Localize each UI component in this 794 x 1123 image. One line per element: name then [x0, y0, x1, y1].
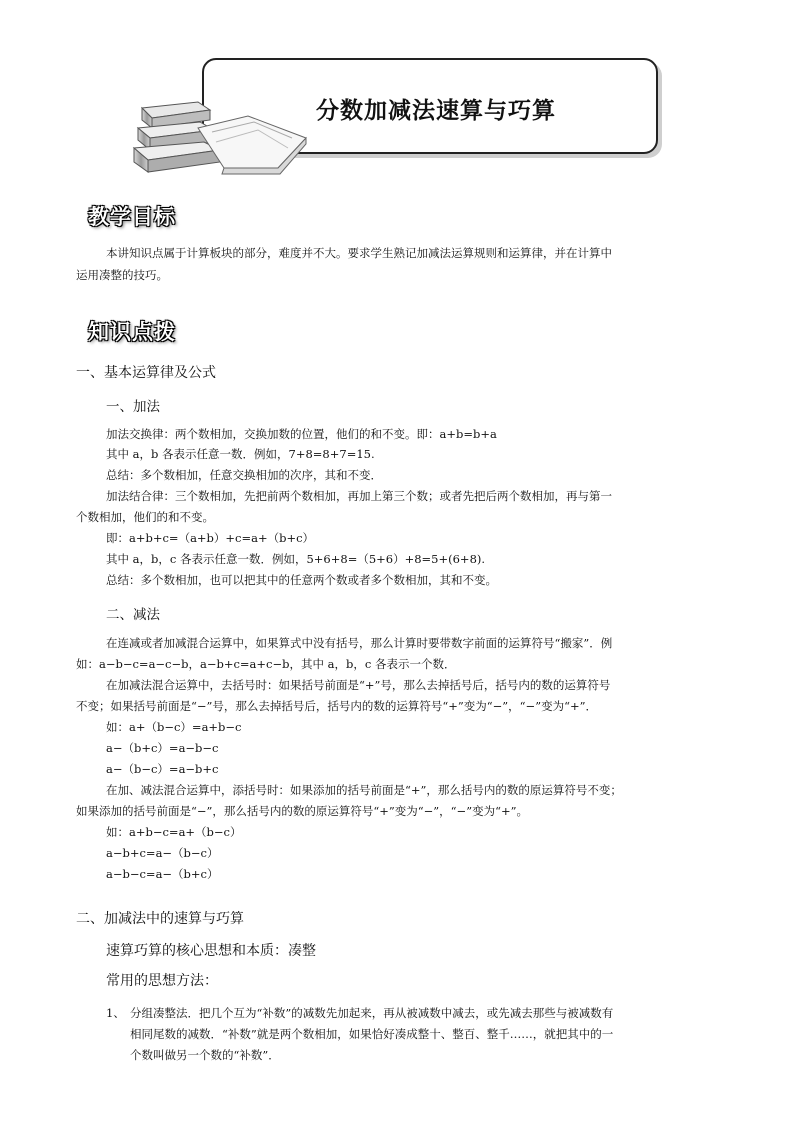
subtraction-line-3: 在加减法混合运算中，去括号时：如果括号前面是“+”号，那么去掉括号后，括号内的数的运算符号: [106, 678, 611, 692]
item-1-number: 1、: [106, 1006, 125, 1020]
addition-line-6: 即：a+b+c=（a+b）+c=a+（b+c）: [106, 531, 315, 545]
subtraction-line-6: a−（b+c）=a−b−c: [106, 741, 219, 755]
addition-line-1: 加法交换律：两个数相加，交换加数的位置，他们的和不变。即：a+b=b+a: [106, 427, 497, 441]
heading-addition: 一、加法: [106, 399, 160, 415]
subtraction-line-7: a−（b−c）=a−b+c: [106, 762, 219, 776]
heading-subtraction: 二、减法: [106, 607, 160, 623]
subtraction-line-12: a−b−c=a−（b+c）: [106, 867, 219, 881]
subtraction-line-5: 如：a+（b−c）=a+b−c: [106, 720, 242, 734]
core-idea: 速算巧算的核心思想和本质：凑整: [106, 943, 316, 959]
methods-label: 常用的思想方法：: [106, 973, 218, 989]
addition-line-7: 其中 a，b，c 各表示任意一数．例如，5+6+8=（5+6）+8=5+(6+8).: [106, 552, 486, 566]
addition-line-8: 总结：多个数相加，也可以把其中的任意两个数或者多个数相加，其和不变。: [106, 573, 497, 587]
heading-quick-calc: 二、加减法中的速算与巧算: [76, 911, 244, 927]
goal-text-line-2: 运用凑整的技巧。: [76, 268, 168, 282]
addition-line-5: 个数相加，他们的和不变。: [76, 510, 214, 524]
subtraction-line-1: 在连减或者加减混合运算中，如果算式中没有括号，那么计算时要带数字前面的运算符号“搬家”．例: [106, 636, 613, 650]
subtraction-line-2: 如：a−b−c=a−c−b，a−b+c=a+c−b，其中 a，b，c 各表示一个数．: [76, 657, 456, 671]
subtraction-line-10: 如：a+b−c=a+（b−c）: [106, 825, 242, 839]
section-badge-points: 知识点拨: [88, 320, 176, 344]
subtraction-line-4: 不变；如果括号前面是“−”号，那么去掉括号后，括号内的数的运算符号“+”变为“−”，“−”变为“+”．: [76, 699, 597, 713]
addition-line-4: 加法结合律：三个数相加，先把前两个数相加，再加上第三个数；或者先把后两个数相加，再与第一: [106, 489, 612, 503]
page-title: 分数加减法速算与巧算: [316, 98, 556, 124]
subtraction-line-11: a−b+c=a−（b−c）: [106, 846, 219, 860]
section-badge-goal: 教学目标: [88, 205, 176, 229]
goal-text-line-1: 本讲知识点属于计算板块的部分，难度并不大。要求学生熟记加减法运算规则和运算律，并在计算中: [106, 246, 612, 260]
addition-line-2: 其中 a，b 各表示任意一数．例如，7+8=8+7=15.: [106, 447, 375, 461]
item-1-line-2: 相同尾数的减数．“补数”就是两个数相加，如果恰好凑成整十、整百、整千……，就把其中的一: [130, 1027, 614, 1041]
item-1-line-3: 个数叫做另一个数的“补数”．: [130, 1048, 280, 1062]
subtraction-line-8: 在加、减法混合运算中，添括号时：如果添加的括号前面是“+”，那么括号内的数的原运算符号不变；: [106, 783, 622, 797]
heading-basic-laws: 一、基本运算律及公式: [76, 365, 216, 381]
item-1-line-1: 分组凑整法．把几个互为“补数”的减数先加起来，再从被减数中减去，或先减去那些与被减数有: [130, 1006, 614, 1020]
books-illustration-icon: [128, 98, 308, 178]
subtraction-line-9: 如果添加的括号前面是“−”，那么括号内的数的原运算符号“+”变为“−”，“−”变为“+”。: [76, 804, 528, 818]
addition-line-3: 总结：多个数相加，任意交换相加的次序，其和不变．: [106, 468, 382, 482]
